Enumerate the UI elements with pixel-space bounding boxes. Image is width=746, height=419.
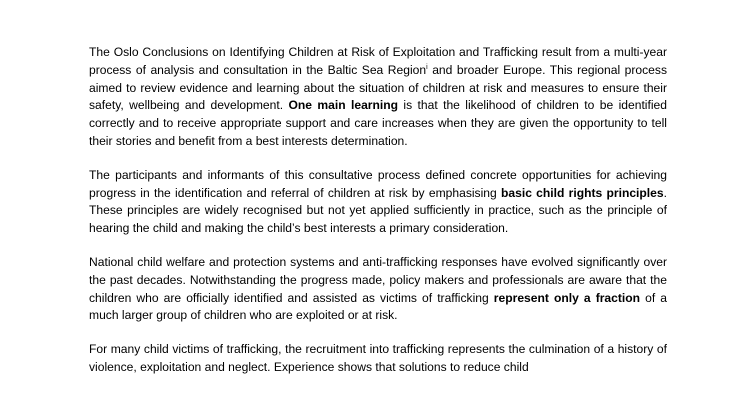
footnote-marker[interactable]: i [426,63,428,71]
bold-phrase: represent only a fraction [493,290,641,305]
document-body [89,44,667,393]
paragraph-text: and broader Europe. This regional process aimed to review evidence and learning about the situation of children at risk and measures to ensure their safety, wellbeing and development. [89,62,667,113]
paragraph-text: . These principles are widely recognised but not yet applied sufficiently in practice, such as the principle of hearing the child and making the child’s best interests a primary consideration. [89,185,667,236]
paragraph-text: is that the likelihood of children to be identified correctly and to receive appropriate support and care increases when they are given the opportunity to tell their stories and benefit from a best interests determination. [89,98,667,148]
bold-phrase: One main learning [288,98,399,113]
paragraph-text: The participants and informants of this consultative process defined concrete opportunities for achieving progress in the identification and referral of children at risk by emphasising [89,167,667,200]
paragraph-child-victims [89,341,667,377]
paragraph-text: National child welfare and protection systems and anti-trafficking responses have evolved significantly over the past decades. Notwithstanding the progress made, policy makers and professionals are aware that the children who are officially identified and assisted as victims of trafficking [89,254,667,305]
paragraph-oslo-conclusions [89,44,667,151]
paragraph-text: The Oslo Conclusions on Identifying Children at Risk of Exploitation and Trafficking result from a multi-year process of analysis and consultation in the Baltic Sea Region [89,45,667,77]
paragraph-text: For many child victims of trafficking, the recruitment into trafficking represents the culmination of a history of violence, exploitation and neglect. Experience shows that solutions to reduce child [89,342,667,374]
paragraph-national-systems [89,254,667,325]
paragraph-child-rights-principles [89,167,667,238]
bold-phrase: basic child rights principles [501,185,664,200]
paragraph-text: of a much larger group of children who are exploited or at risk. [89,290,667,323]
